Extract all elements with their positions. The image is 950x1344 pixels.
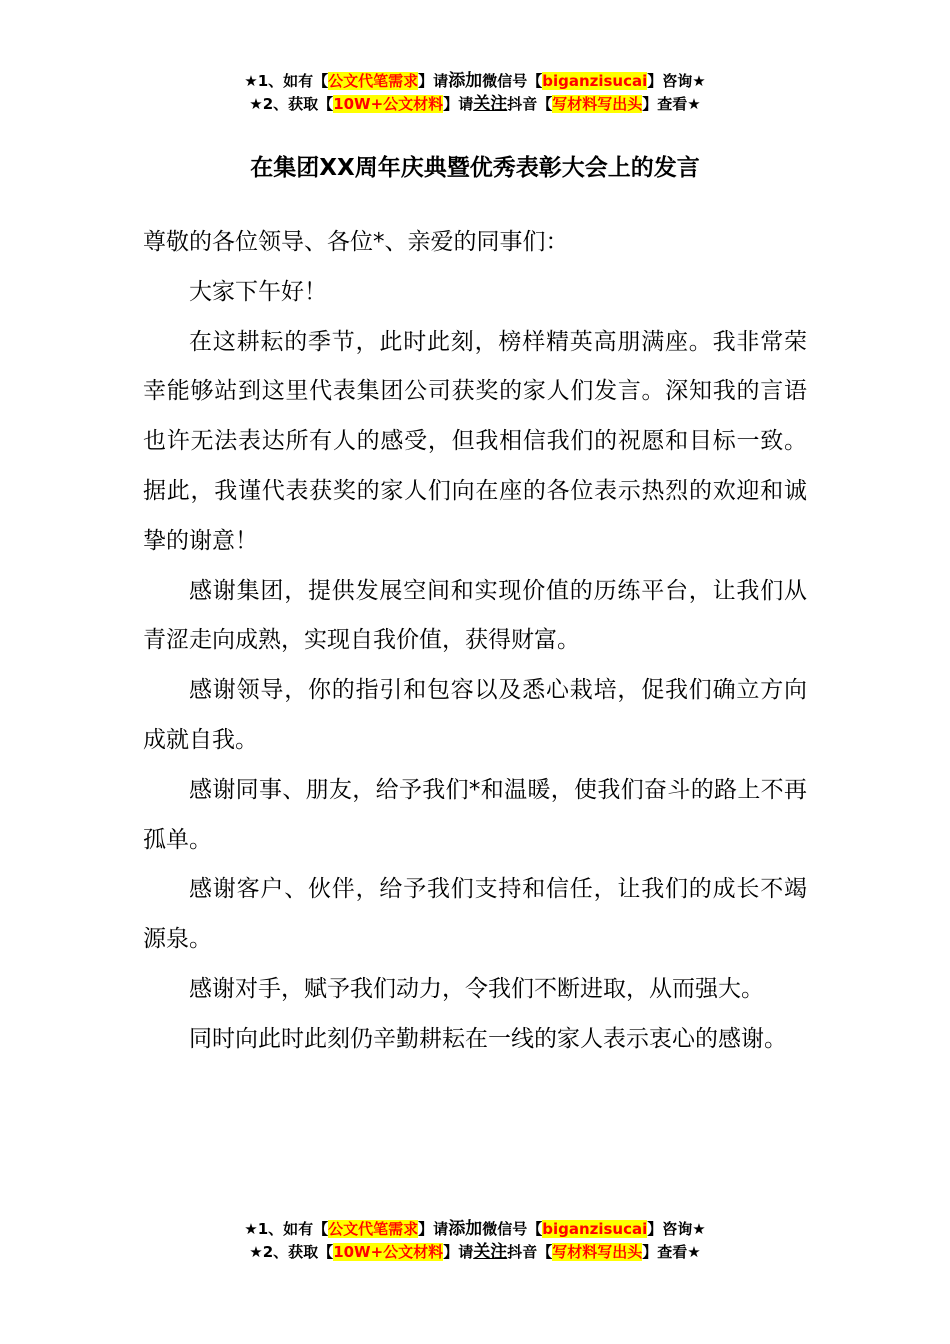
highlight-service: 公文代笔需求 (328, 1220, 419, 1238)
document-title: 在集团XX周年庆典暨优秀表彰大会上的发言 (250, 155, 700, 181)
banner-line-1 (0, 1218, 950, 1241)
banner-emphasis: 添加 (448, 71, 483, 91)
banner-text: ★2、获取【 (249, 1243, 334, 1261)
header-banner (0, 70, 950, 116)
banner-text: 微信号【 (482, 72, 543, 90)
paragraph: 同时向此时此刻仍辛勤耕耘在一线的家人表示衷心的感谢。 (189, 1025, 787, 1052)
highlight-materials: 10W+公文材料 (333, 95, 444, 113)
paragraph: 感谢领导，你的指引和包容以及悉心栽培，促我们确立方向成就自我。 (143, 677, 807, 753)
banner-text: ★1、如有【 (244, 1220, 329, 1238)
highlight-douyin-account: 写材料写出头 (552, 1243, 643, 1261)
highlight-douyin-account: 写材料写出头 (552, 95, 643, 113)
banner-text: 】请 (418, 1220, 449, 1238)
banner-text: ★1、如有【 (244, 72, 329, 90)
highlight-service: 公文代笔需求 (328, 72, 419, 90)
banner-text: 】咨询★ (647, 72, 706, 90)
banner-emphasis: 关注 (473, 94, 508, 114)
paragraph: 感谢集团，提供发展空间和实现价值的历练平台，让我们从青涩走向成熟，实现自我价值，获得财富。 (143, 577, 807, 654)
banner-text: 】请 (443, 95, 474, 113)
banner-text: 抖音【 (507, 1243, 553, 1261)
paragraph: 感谢客户、伙伴，给予我们支持和信任，让我们的成长不竭源泉。 (143, 876, 807, 953)
footer-banner (0, 1218, 950, 1264)
banner-line-1 (0, 70, 950, 93)
banner-text: 】查看★ (642, 1243, 701, 1261)
banner-line-2 (0, 1241, 950, 1264)
document-body (143, 218, 807, 1065)
banner-text: 】咨询★ (647, 1220, 706, 1238)
highlight-wechat-id: biganzisucai (542, 1220, 648, 1238)
banner-text: 微信号【 (482, 1220, 543, 1238)
banner-text: 】请 (418, 72, 449, 90)
banner-emphasis: 关注 (473, 1242, 508, 1262)
banner-text: ★2、获取【 (249, 95, 334, 113)
paragraph: 感谢同事、朋友，给予我们*和温暖，使我们奋斗的路上不再孤单。 (143, 776, 807, 853)
salutation: 尊敬的各位领导、各位*、亲爱的同事们： (143, 229, 569, 255)
banner-line-2 (0, 93, 950, 116)
banner-text: 】请 (443, 1243, 474, 1261)
banner-text: 】查看★ (642, 95, 701, 113)
paragraph: 在这耕耘的季节，此时此刻，榜样精英高朋满座。我非常荣幸能够站到这里代表集团公司获奖的家人们发言。深知我的言语也许无法表达所有人的感受，但我相信我们的祝愿和目标一致。据此，我谨代表获奖的家人们向在座的各位表示热烈的欢迎和诚挚的谢意！ (143, 328, 807, 554)
paragraph: 感谢对手，赋予我们动力，令我们不断进取，从而强大。 (189, 975, 764, 1002)
banner-emphasis: 添加 (448, 1219, 483, 1239)
highlight-wechat-id: biganzisucai (542, 72, 648, 90)
banner-text: 抖音【 (507, 95, 553, 113)
highlight-materials: 10W+公文材料 (333, 1243, 444, 1261)
paragraph: 大家下午好！ (189, 278, 327, 305)
